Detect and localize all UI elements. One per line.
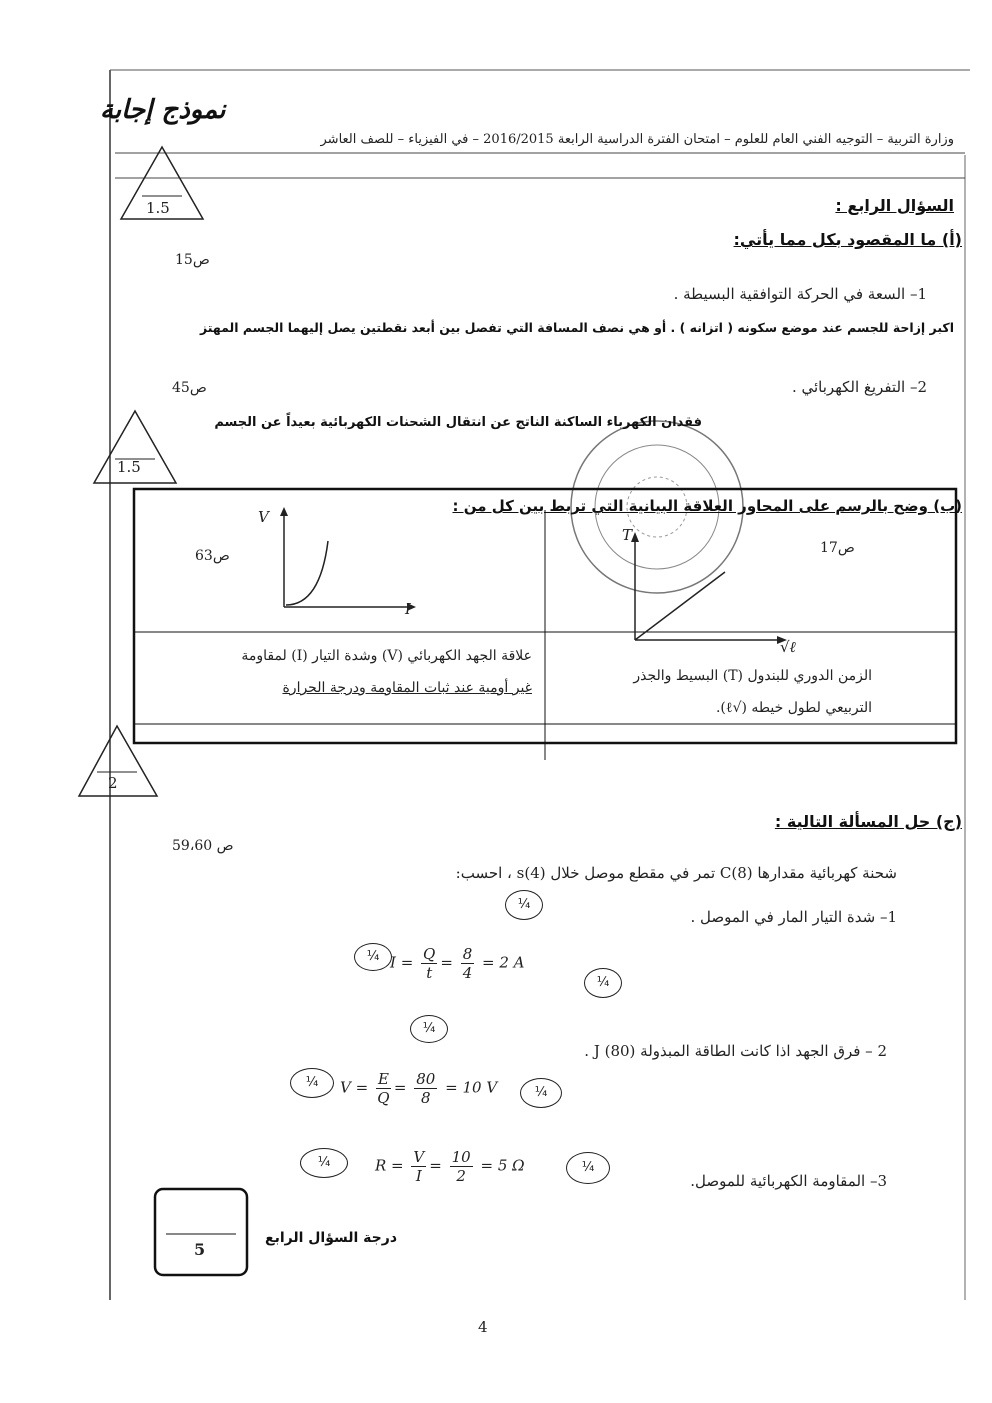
eq2-den1: Q (377, 1089, 390, 1107)
eq1-result: = 2 A (482, 953, 525, 972)
quarter-oval-5: ¼ (290, 1068, 334, 1098)
graph-t-sqrtl-x-axis: √ℓ (780, 638, 796, 656)
part-c-label: (ج) حل المسألة التالية : (774, 812, 962, 831)
eq3-den1: I (415, 1167, 422, 1185)
eq1-num2: 8 (462, 945, 473, 963)
item2-text: 2– التفريغ الكهربائي . (791, 378, 927, 396)
eq2-lhs: V = (340, 1078, 369, 1097)
q1-text: 1– شدة التيار المار في الموصل . (690, 908, 897, 926)
quarter-oval-1: ¼ (354, 943, 392, 971)
item1-text: 1– السعة في الحركة التوافقية البسيطة . (673, 285, 927, 303)
total-box (152, 1186, 252, 1281)
item1-ref: ص15 (175, 252, 210, 268)
caption-right-line1: الزمن الدوري للبندول (T) البسيط والجذر (633, 668, 872, 684)
eq1-num1: Q (423, 945, 436, 963)
eq1-den1: t (426, 964, 433, 982)
eq2-den2: 8 (421, 1089, 431, 1107)
quarter-oval-6: ¼ (520, 1078, 562, 1108)
eq2-num1: E (377, 1070, 389, 1088)
eq1-lhs: I = (390, 953, 414, 972)
eq3-result: = 5 Ω (480, 1156, 525, 1175)
graph-t-sqrtl-ref: ص17 (820, 540, 855, 556)
total-label: درجة السؤال الرابع (265, 1230, 397, 1246)
logo-text: نموذج إجابة (100, 95, 226, 125)
item2-answer: فقدان الكهرباء الساكنة الناتج عن انتقال الشحنات الكهربائية بعيداً عن الجسم (214, 415, 702, 430)
eq2-num2: 80 (416, 1070, 436, 1088)
item2-ref: ص45 (172, 380, 207, 396)
eq3-num2: 10 (451, 1148, 471, 1166)
graph-t-sqrtl-y-axis: T (622, 526, 633, 544)
graph-v-i-ref: ص63 (195, 548, 230, 564)
item1-answer: اكبر إزاحة للجسم عند موضع سكونه ( اتزانه ) . أو هي نصف المسافة التي تفصل بين أبعد نقطتين يصل إليهما الجسم المهتز (200, 320, 954, 335)
eq2: V = $\frac{E}{Q}$ = $\frac{80}{8}$ = 10 V (340, 1070, 498, 1107)
graph-v-i (260, 505, 425, 620)
part-b-label: (ب) وضح بالرسم على المحاور العلاقة البيانية التي تربط بين كل من : (452, 497, 962, 515)
caption-left-line1: علاقة الجهد الكهربائي (V) وشدة التيار (I) لمقاومة (241, 648, 532, 664)
page-number: 4 (478, 1318, 488, 1336)
question-title: السؤال الرابع : (835, 196, 954, 215)
eq2-result: = 10 V (445, 1078, 498, 1097)
total-value: 5 (194, 1240, 206, 1259)
q2-text: 2 – فرق الجهد اذا كانت الطاقة المبذولة J (80) . (584, 1042, 887, 1060)
eq1-den2: 4 (462, 964, 473, 982)
graph-t-sqrtl (615, 528, 790, 648)
mark-b-value: 2 (108, 774, 118, 792)
quarter-oval-8: ¼ (566, 1152, 610, 1184)
quarter-oval-3: ¼ (584, 968, 622, 998)
eq1: I = $\frac{Q}{t}$ = $\frac{8}{4}$ = 2 A (390, 945, 525, 982)
eq3-den2: 2 (456, 1167, 466, 1185)
part-a-label: (أ) ما المقصود بكل مما يأتي: (733, 230, 962, 249)
graph-v-i-y-axis: V (258, 508, 269, 526)
eq3: R = $\frac{V}{I}$ = $\frac{10}{2}$ = 5 Ω (375, 1148, 525, 1185)
mark-a2-value: 1.5 (117, 458, 141, 476)
caption-left-line2: غير أومية عند ثبات المقاومة ودرجة الحرارة (282, 680, 532, 696)
part-c-statement: شحنة كهربائية مقدارها C(8) تمر في مقطع موصل خلال s(4) ، احسب: (455, 864, 897, 882)
part-c-ref: ص 59،60 (172, 838, 234, 854)
graph-v-i-x-axis: I (405, 600, 411, 618)
quarter-oval-7: ¼ (300, 1148, 348, 1178)
quarter-oval-2: ¼ (505, 890, 543, 920)
eq3-num1: V (413, 1148, 425, 1166)
caption-right-line2: التربيعي لطول خيطه (√ℓ). (715, 700, 872, 716)
quarter-oval-4: ¼ (410, 1015, 448, 1043)
mark-top-value: 1.5 (146, 199, 170, 217)
eq3-lhs: R = (375, 1156, 404, 1175)
q3-text: 3– المقاومة الكهربائية للموصل. (690, 1172, 887, 1190)
ministry-line: وزارة التربية – التوجيه الفني العام للعلوم – امتحان الفترة الدراسية الرابعة 2016/2015 – في الفيزياء – للصف العاشر (320, 132, 954, 147)
